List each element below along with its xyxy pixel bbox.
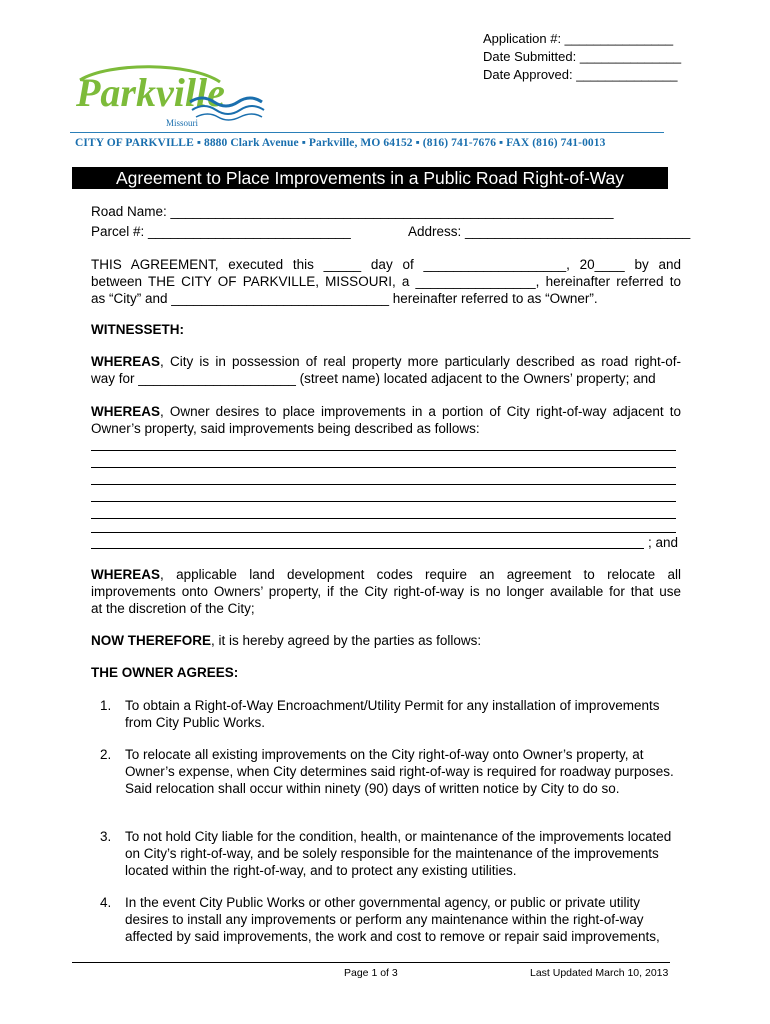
parkville-logo <box>70 62 270 130</box>
page-title: Agreement to Place Improvements in a Public Road Right-of-Way <box>72 167 668 189</box>
whereas-2-line-1: WHEREAS, Owner desires to place improvements in a portion of City right-of-way adjacent to <box>91 404 681 419</box>
list-item-number: 1. <box>100 698 112 713</box>
description-line <box>91 518 676 519</box>
logo-wordmark: Parkville <box>76 70 225 115</box>
description-line <box>91 467 676 468</box>
list-item-text: To obtain a Right-of-Way Encroachment/Utility Permit for any installation of improvements from City Public Works. <box>125 698 660 730</box>
description-line <box>91 532 676 533</box>
header-divider <box>70 132 664 133</box>
last-updated: Last Updated March 10, 2013 <box>530 967 669 979</box>
list-item-number: 4. <box>100 895 112 910</box>
date-submitted-field: Date Submitted: ______________ <box>483 49 682 64</box>
description-line <box>91 450 676 451</box>
description-line <box>91 548 644 549</box>
whereas-3-line-2: improvements onto Owners’ property, if the City right-of-way is no longer available for that use <box>91 584 681 599</box>
list-item-number: 3. <box>100 829 112 844</box>
description-line <box>91 501 676 502</box>
road-name-field: Road Name: ___________________________________________________________ <box>91 204 614 219</box>
witnesseth-heading: WITNESSETH: <box>91 322 184 337</box>
page-number: Page 1 of 3 <box>344 967 398 979</box>
list-item <box>100 894 680 945</box>
agreement-line-2: between THE CITY OF PARKVILLE, MISSOURI, a ________________, hereinafter referred to <box>91 274 681 289</box>
and-text: ; and <box>648 535 679 550</box>
description-line <box>91 484 676 485</box>
list-item-text: To relocate all existing improvements on the City right-of-way onto Owner’s property, at Owner’s expense, when City determines said right-of-way is required for roadway purposes. Said relocation shall occur within ninety (90) days of written notice by City to do so. <box>125 747 674 796</box>
parcel-field: Parcel #: ___________________________ <box>91 224 351 239</box>
whereas-3-line-3: at the discretion of the City; <box>91 601 255 616</box>
list-item <box>100 697 680 731</box>
whereas-1-line-2: way for _____________________ (street name) located adjacent to the Owners’ property; and <box>91 371 656 386</box>
date-approved-field: Date Approved: ______________ <box>483 67 678 82</box>
owner-agrees-heading: THE OWNER AGREES: <box>91 665 239 680</box>
whereas-2-line-2: Owner’s property, said improvements being described as follows: <box>91 421 480 436</box>
agreement-line-3: as “City” and _____________________________ hereinafter referred to as “Owner”. <box>91 291 598 306</box>
list-item-text: In the event City Public Works or other governmental agency, or public or private utility desires to install any improvements or perform any maintenance within the right-of-way affected by said improvements, the work and cost to remove or repair said improvements, <box>125 895 660 944</box>
list-item-text: To not hold City liable for the condition, health, or maintenance of the improvements located on City’s right-of-way, and be solely responsible for the maintenance of the improvements located within the right-of-way, and to protect any existing utilities. <box>125 829 672 878</box>
agreement-line-1: THIS AGREEMENT, executed this _____ day of ___________________, 20____ by and <box>91 257 681 272</box>
list-item-number: 2. <box>100 747 112 762</box>
application-number-field: Application #: _______________ <box>483 31 674 46</box>
whereas-3-line-1: WHEREAS, applicable land development codes require an agreement to relocate all <box>91 567 681 582</box>
list-item <box>100 828 680 879</box>
contact-line: CITY OF PARKVILLE ▪ 8880 Clark Avenue ▪ Parkville, MO 64152 ▪ (816) 741-7676 ▪ FAX (816) 741-0013 <box>75 137 606 149</box>
logo-state: Missouri <box>166 118 199 128</box>
whereas-1-line-1: WHEREAS, City is in possession of real property more particularly described as road right-of- <box>91 354 681 369</box>
list-item <box>100 746 680 797</box>
now-therefore-line: NOW THEREFORE, it is hereby agreed by the parties as follows: <box>91 633 482 648</box>
footer-divider <box>72 962 670 963</box>
address-field: Address: ______________________________ <box>408 224 691 239</box>
application-info <box>483 30 681 84</box>
